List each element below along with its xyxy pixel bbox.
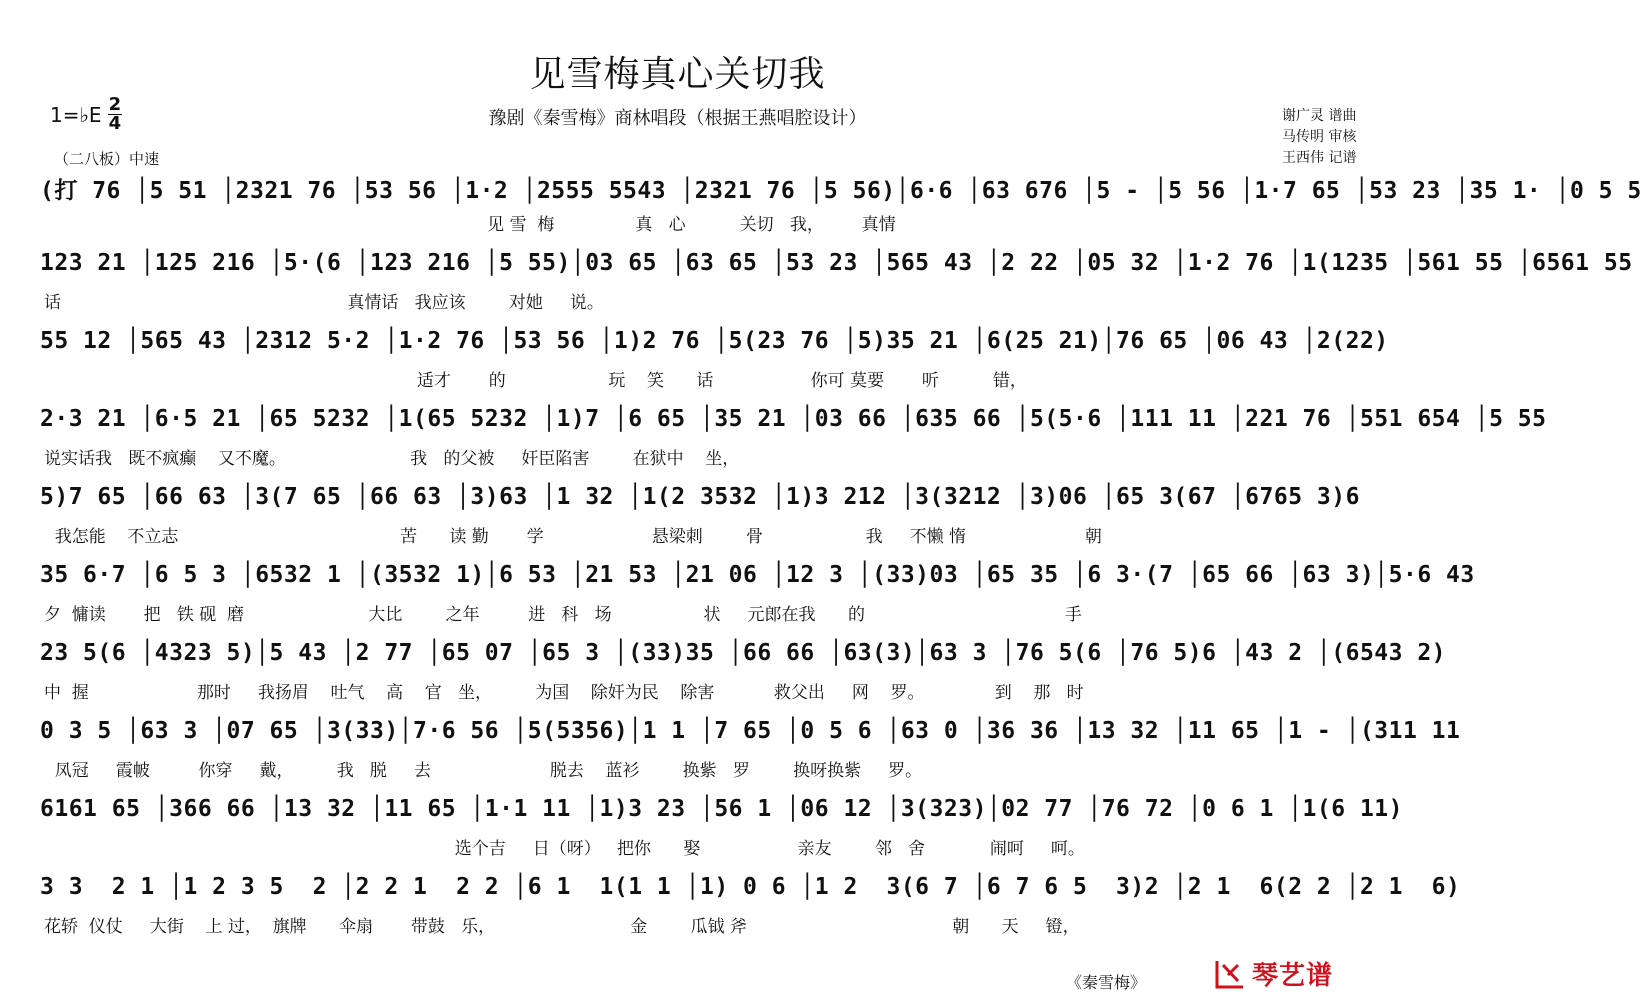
score-line-8	[40, 718, 1461, 781]
notation-line: 5)7 65 │66 63 │3(7 65 │66 63 │3)63 │1 32 │1(2 3532 │1)3 212 │3(3212 │3)06 │65 3(67 │6765 3)6	[40, 484, 1360, 510]
lyrics-line: 我怎能 不立志 苦 读 勤 学 悬梁刺 骨 我 不懒 惰 朝	[44, 527, 1102, 547]
lyrics-line: 适才 的 玩 笑 话 你可 莫要 听 错，	[44, 371, 1027, 391]
key-signature	[50, 96, 122, 133]
lyrics-line: 中 握 那时 我扬眉 吐气 高 官 坐， 为国 除奸为民 除害 救父出 网 罗。 到 那 时	[44, 683, 1084, 703]
lyrics-line: 凤冠 霞帔 你穿 戴， 我 脱 去 脱去 蓝衫 换紫 罗 换呀换紫 罗。	[44, 761, 923, 781]
notation-line: 35 6·7 │6 5 3 │6532 1 │(3532 1)│6 53 │21 53 │21 06 │12 3 │(33)03 │65 35 │6 3·(7 │65 66 │63 3)│5·6 43	[40, 562, 1475, 588]
notation-line: 3 3 2 1 │1 2 3 5 2 │2 2 1 2 2 │6 1 1(1 1 │1) 0 6 │1 2 3(6 7 │6 7 6 5 3)2 │2 1 6(2 2 │2 1 6)	[40, 874, 1461, 900]
notation-line: 123 21 │125 216 │5·(6 │123 216 │5 55)│03 65 │63 65 │53 23 │565 43 │2 22 │05 32 │1·2 76 │1(1235 │561 55 │6561 55	[40, 250, 1633, 276]
time-bottom: 4	[108, 113, 122, 134]
credit-transcriber: 王西伟 记谱	[1282, 150, 1357, 166]
lyrics-line: 话 真情话 我应该 对她 说。	[44, 293, 604, 313]
lyrics-line: 花轿 仪仗 大街 上 过， 旗牌 伞扇 带鼓 乐， 金 瓜钺 斧 朝 天 镫，	[44, 917, 1080, 937]
time-top: 2	[108, 94, 122, 115]
tempo-marking: （二八板）中速	[54, 150, 160, 168]
notation-line: 0 3 5 │63 3 │07 65 │3(33)│7·6 56 │5(5356)│1 1 │7 65 │0 5 6 │63 0 │36 36 │13 32 │11 65 │1 - │(311 11	[40, 718, 1461, 744]
score-line-6	[40, 562, 1475, 625]
credit-reviewer: 马传明 审核	[1282, 129, 1357, 145]
score-line-9	[40, 796, 1403, 859]
score-line-5	[40, 484, 1360, 547]
score-line-7	[40, 640, 1447, 703]
song-subtitle: 豫剧《秦雪梅》商林唱段（根据王燕唱腔设计）	[488, 108, 867, 129]
credit-composer: 谢广灵 谱曲	[1282, 108, 1357, 124]
logo-text: 琴艺谱	[1252, 961, 1334, 991]
song-title: 见雪梅真心关切我	[529, 54, 826, 95]
lyrics-line: 选个吉 日（呀） 把你 娶 亲友 邻 舍 闹呵 呵。	[44, 839, 1085, 859]
source-note: 《秦雪梅》	[1066, 973, 1147, 992]
lyrics-line: 夕 慵读 把 铁 砚 磨 大比 之年 进 科 场 状 元郎在我 的 手	[44, 605, 1082, 625]
notation-line: 23 5(6 │4323 5)│5 43 │2 77 │65 07 │65 3 │(33)35 │66 66 │63(3)│63 3 │76 5(6 │76 5)6 │43 2 │(6543 2)	[40, 640, 1447, 666]
notation-line: (打 76 │5 51 │2321 76 │53 56 │1·2 │2555 5543 │2321 76 │5 56)│6·6 │63 676 │5 - │5 56 │1·7 65 │53 23 │35 1· │0 5 5	[40, 178, 1642, 204]
score-line-1	[40, 172, 1642, 235]
logo-icon	[1214, 957, 1246, 991]
site-logo[interactable]	[1214, 955, 1333, 992]
notation-line: 2·3 21 │6·5 21 │65 5232 │1(65 5232 │1)7 │6 65 │35 21 │03 66 │635 66 │5(5·6 │111 11 │221 76 │551 654 │5 55	[40, 406, 1547, 432]
score-line-2	[40, 250, 1633, 313]
credits	[1282, 106, 1356, 169]
notation-line: 55 12 │565 43 │2312 5·2 │1·2 76 │53 56 │1)2 76 │5(23 76 │5)35 21 │6(25 21)│76 65 │06 43 │2(22)	[40, 328, 1389, 354]
key-label: 1=♭E	[50, 102, 102, 127]
lyrics-line: 说实话我 既不疯癫 又不魔。 我 的父被 奸臣陷害 在狱中 坐，	[44, 449, 740, 469]
notation-line: 6161 65 │366 66 │13 32 │11 65 │1·1 11 │1)3 23 │56 1 │06 12 │3(323)│02 77 │76 72 │0 6 1 │1(6 11)	[40, 796, 1403, 822]
lyrics-line: 见 雪 梅 真 心 关切 我， 真情	[44, 215, 896, 235]
score-line-10	[40, 874, 1461, 937]
score-line-3	[40, 328, 1389, 391]
score-line-4	[40, 406, 1547, 469]
time-signature	[108, 96, 123, 133]
